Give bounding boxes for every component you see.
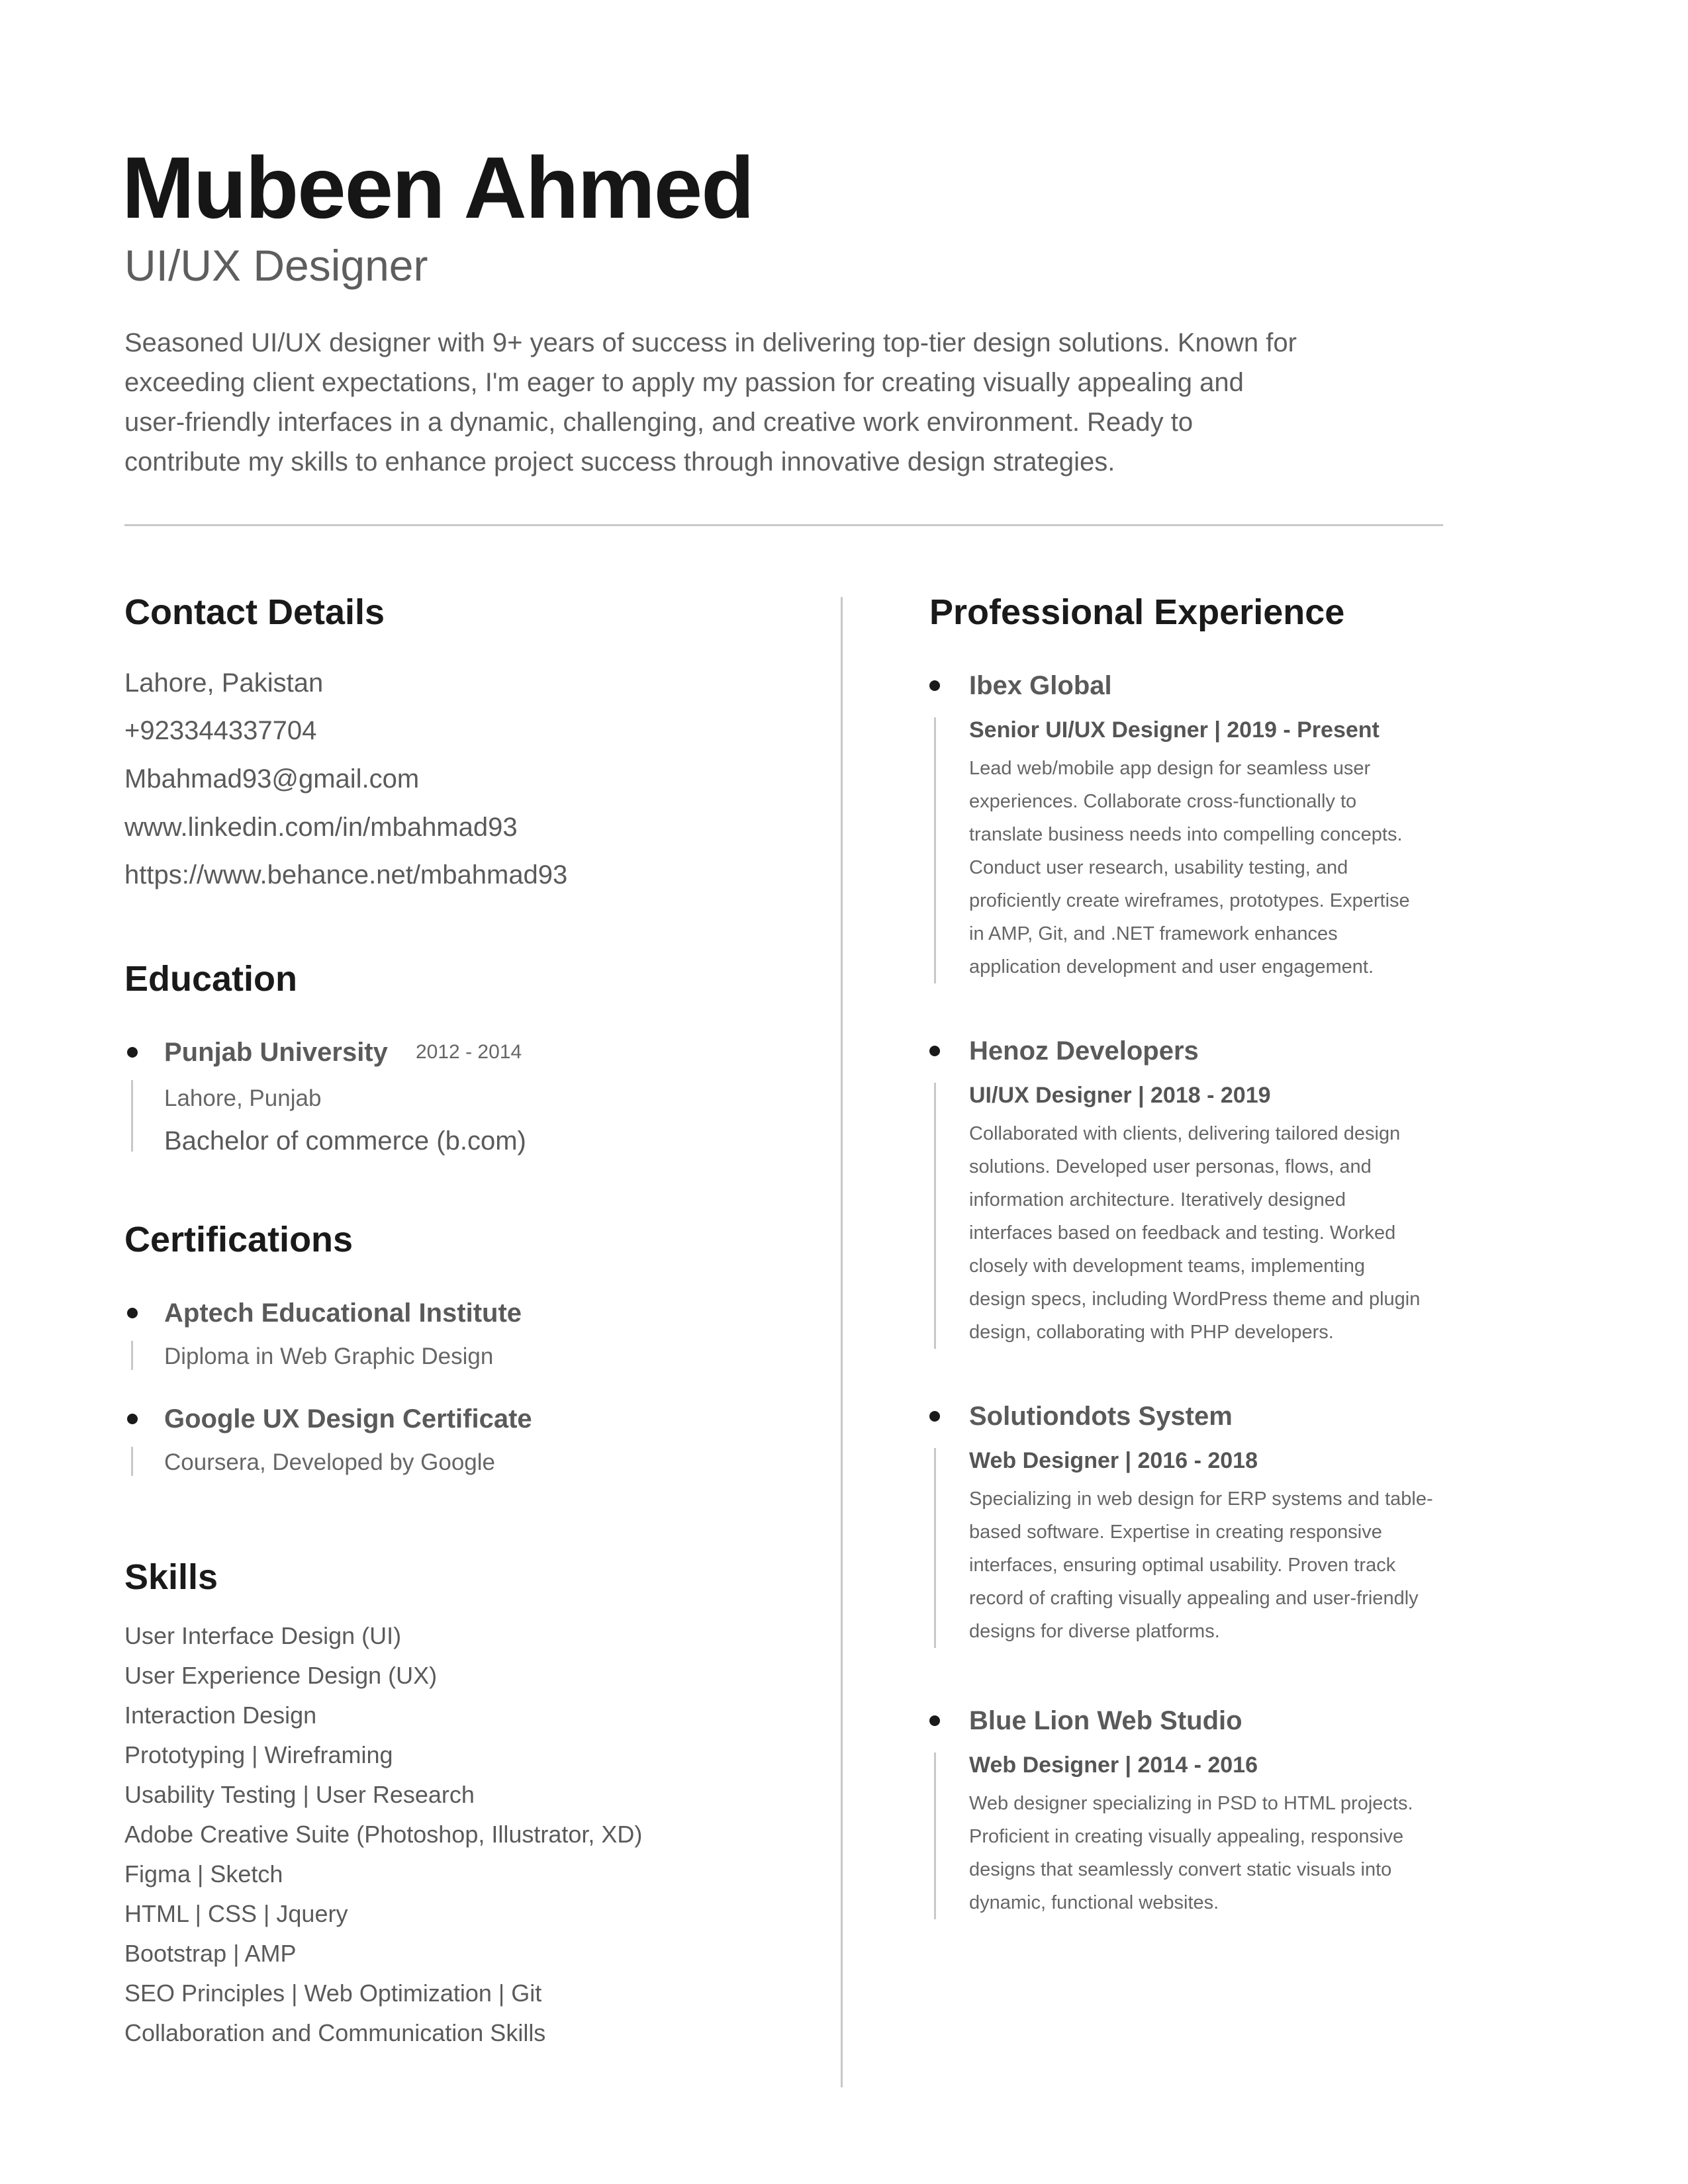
certification-timeline-line (131, 1447, 133, 1476)
skill-item: Adobe Creative Suite (Photoshop, Illustrator, XD) (124, 1821, 643, 1848)
experience-timeline-line (934, 1083, 936, 1349)
description-line: based software. Expertise in creating responsive (969, 1522, 1382, 1543)
description-line: design, collaborating with PHP developers. (969, 1322, 1334, 1343)
experience-description (969, 1117, 1446, 1349)
bullet-icon (929, 680, 940, 691)
education-degree: Bachelor of commerce (b.com) (164, 1126, 526, 1156)
skills-section-title: Skills (124, 1557, 218, 1597)
description-line: interfaces, ensuring optimal usability. Proven track (969, 1555, 1396, 1576)
skill-item: Collaboration and Communication Skills (124, 2019, 546, 2046)
bullet-icon (929, 1715, 940, 1726)
skill-item: User Interface Design (UI) (124, 1622, 402, 1649)
skill-item: HTML | CSS | Jquery (124, 1900, 348, 1927)
description-line: closely with development teams, implementing (969, 1255, 1365, 1277)
education-section-title: Education (124, 959, 298, 999)
contact-location: Lahore, Pakistan (124, 668, 324, 698)
description-line: information architecture. Iteratively designed (969, 1189, 1346, 1210)
skill-item: Usability Testing | User Research (124, 1781, 475, 1808)
experience-company: Ibex Global (969, 671, 1112, 700)
experience-role: Web Designer | 2014 - 2016 (969, 1752, 1258, 1778)
certification-detail: Diploma in Web Graphic Design (164, 1343, 494, 1369)
experience-description (969, 752, 1446, 983)
skill-item: Figma | Sketch (124, 1860, 283, 1888)
description-line: Conduct user research, usability testing, and (969, 857, 1348, 878)
header-divider (124, 524, 1443, 526)
experience-company: Blue Lion Web Studio (969, 1706, 1243, 1735)
description-line: Collaborated with clients, delivering tailored design (969, 1123, 1401, 1144)
experience-section-title: Professional Experience (929, 592, 1345, 632)
description-line: in AMP, Git, and .NET framework enhances (969, 923, 1338, 944)
certifications-section-title: Certifications (124, 1220, 353, 1259)
certification-detail: Coursera, Developed by Google (164, 1449, 496, 1475)
description-line: Proficient in creating visually appealing, responsive (969, 1826, 1404, 1847)
description-line: interfaces based on feedback and testing. Worked (969, 1222, 1396, 1244)
education-timeline-line (131, 1080, 133, 1152)
candidate-role: UI/UX Designer (124, 241, 428, 290)
description-line: designs for diverse platforms. (969, 1621, 1220, 1642)
experience-timeline-line (934, 1752, 936, 1919)
experience-timeline-line (934, 717, 936, 983)
education-location: Lahore, Punjab (164, 1085, 322, 1111)
certification-name: Google UX Design Certificate (164, 1404, 532, 1433)
bullet-icon (929, 1411, 940, 1422)
candidate-name: Mubeen Ahmed (122, 139, 753, 236)
description-line: proficiently create wireframes, prototypes. Expertise (969, 890, 1410, 911)
description-line: Specializing in web design for ERP systems and table- (969, 1488, 1433, 1510)
experience-role: UI/UX Designer | 2018 - 2019 (969, 1083, 1271, 1108)
education-school: Punjab University (164, 1038, 388, 1067)
description-line: record of crafting visually appealing and user-friendly (969, 1588, 1419, 1609)
skill-item: SEO Principles | Web Optimization | Git (124, 1979, 542, 2007)
bullet-icon (929, 1046, 940, 1056)
column-divider (841, 597, 843, 2087)
contact-behance[interactable]: https://www.behance.net/mbahmad93 (124, 860, 568, 889)
experience-company: Henoz Developers (969, 1036, 1199, 1066)
description-line: solutions. Developed user personas, flows, and (969, 1156, 1372, 1177)
contact-linkedin[interactable]: www.linkedin.com/in/mbahmad93 (124, 813, 518, 842)
skill-item: Interaction Design (124, 1702, 317, 1729)
description-line: experiences. Collaborate cross-functionally to (969, 791, 1357, 812)
experience-description (969, 1787, 1446, 1919)
description-line: translate business needs into compelling concepts. (969, 824, 1403, 845)
skill-item: User Experience Design (UX) (124, 1662, 438, 1689)
experience-description (969, 1482, 1446, 1648)
skill-item: Bootstrap | AMP (124, 1940, 297, 1967)
description-line: designs that seamlessly convert static visuals into (969, 1859, 1392, 1880)
description-line: Lead web/mobile app design for seamless user (969, 758, 1371, 779)
description-line: dynamic, functional websites. (969, 1892, 1219, 1913)
description-line: Web designer specializing in PSD to HTML projects. (969, 1793, 1413, 1814)
bullet-icon (127, 1414, 138, 1424)
certification-timeline-line (131, 1341, 133, 1370)
description-line: design specs, including WordPress theme and plugin (969, 1289, 1421, 1310)
contact-email[interactable]: Mbahmad93@gmail.com (124, 764, 420, 794)
education-years: 2012 - 2014 (416, 1041, 522, 1063)
experience-timeline-line (934, 1448, 936, 1648)
experience-company: Solutiondots System (969, 1402, 1233, 1431)
description-line: application development and user engagement. (969, 956, 1374, 978)
bullet-icon (127, 1308, 138, 1318)
experience-role: Web Designer | 2016 - 2018 (969, 1448, 1258, 1473)
skills-list (124, 1616, 642, 2053)
bullet-icon (127, 1047, 138, 1058)
contact-section-title: Contact Details (124, 592, 385, 632)
summary-paragraph: Seasoned UI/UX designer with 9+ years of success in delivering top-tier design solutions. Known for exceeding client expectations, I'm eager to apply my passion for creating visually appealing and user-friendly interfaces in a dynamic, challenging, and creative work environment. Ready to contribute my skills to enhance project success through innovative design strategies. (124, 328, 1297, 477)
certification-name: Aptech Educational Institute (164, 1298, 522, 1328)
contact-phone[interactable]: +923344337704 (124, 716, 317, 745)
skill-item: Prototyping | Wireframing (124, 1741, 393, 1768)
experience-role: Senior UI/UX Designer | 2019 - Present (969, 717, 1380, 743)
